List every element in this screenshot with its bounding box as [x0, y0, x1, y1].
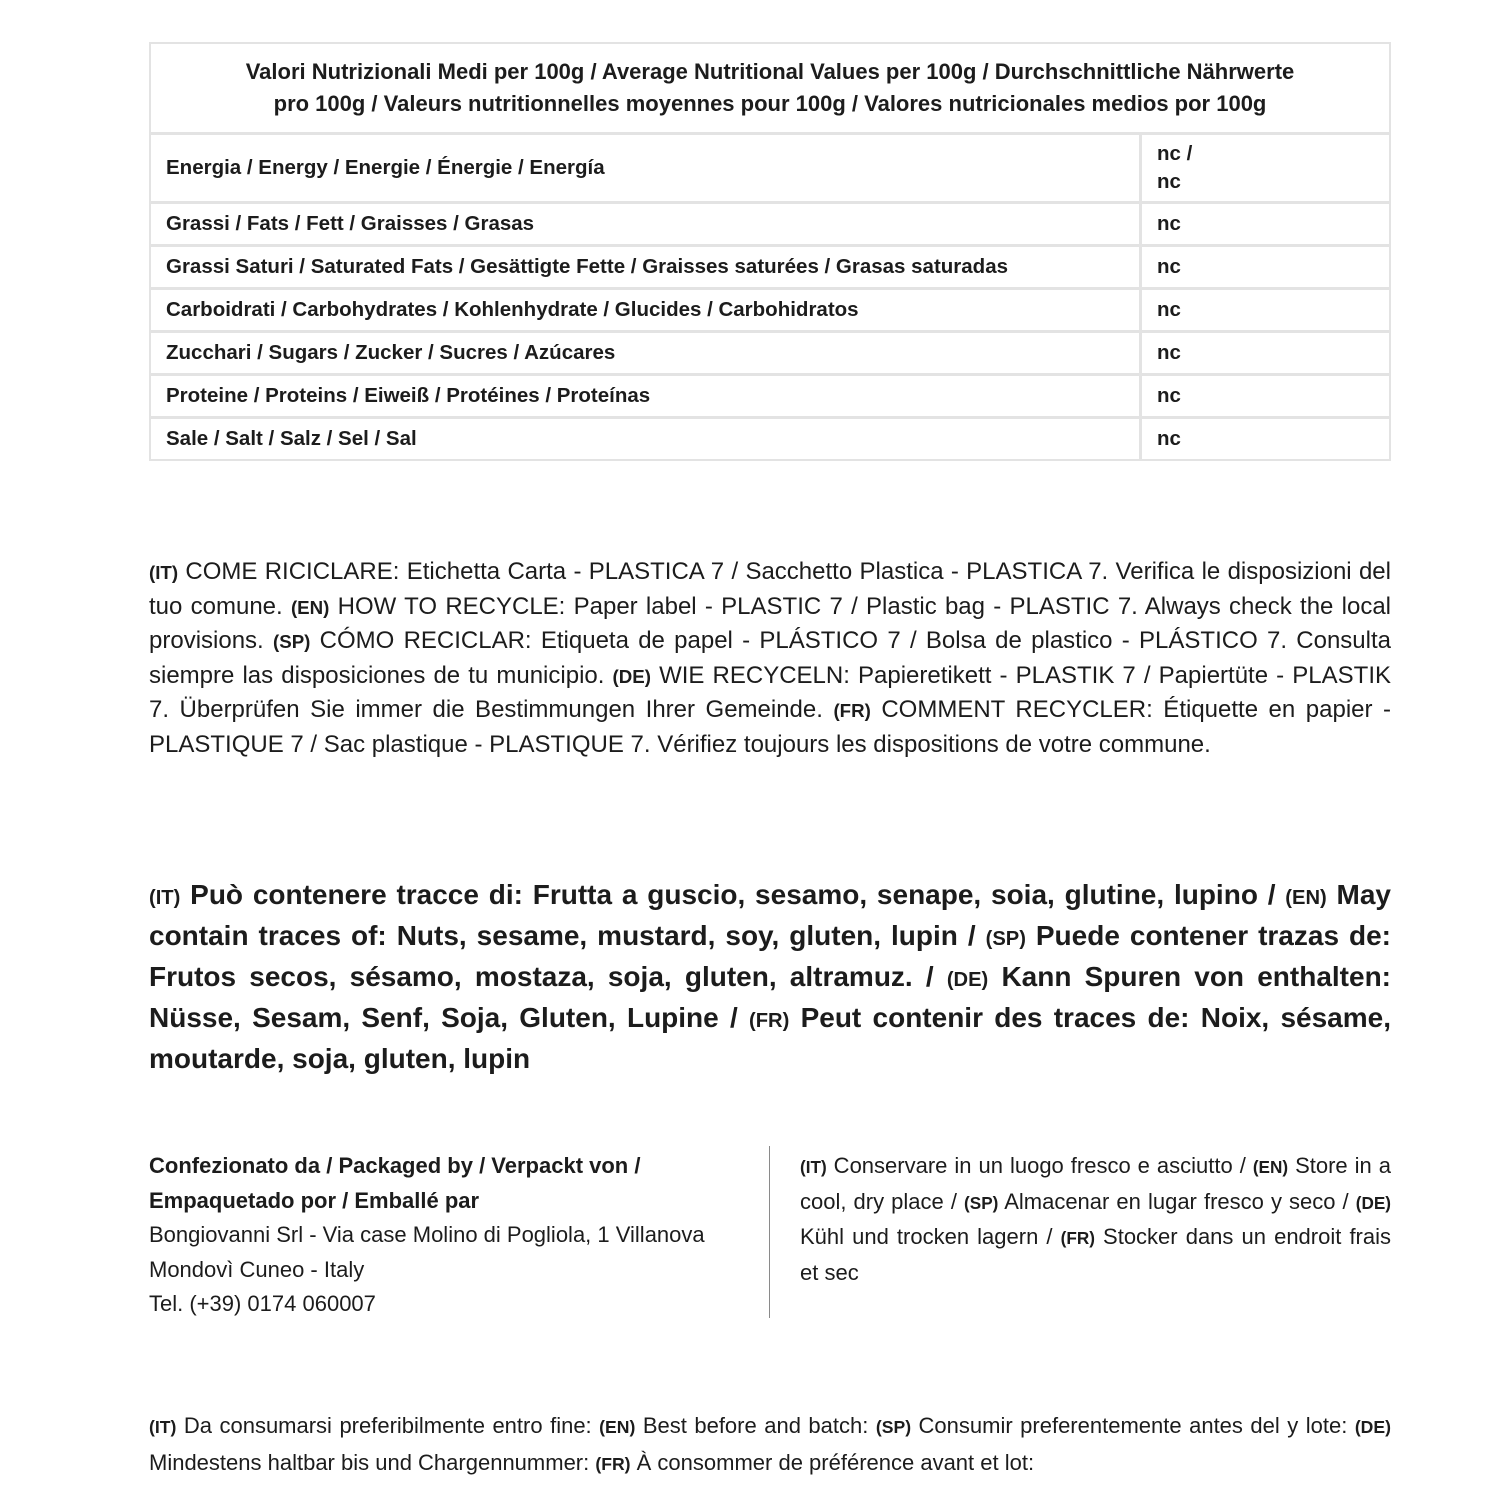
lang-tag-sp: (SP)	[964, 1192, 999, 1213]
nutrient-label: Grassi / Fats / Fett / Graisses / Grasas	[150, 203, 1141, 246]
best-before-text-it: Da consumarsi preferibilmente entro fine:	[176, 1413, 600, 1438]
lang-tag-en: (EN)	[1285, 887, 1327, 909]
recycling-text-sp: CÓMO RECICLAR: Etiqueta de papel - PLÁSTICO 7 / Bolsa de plastico - PLÁSTICO 7. Consulta siempre las disposiciones de tu municipio.	[149, 627, 1391, 689]
nutrient-value-line-2: nc	[1157, 170, 1181, 193]
nutrient-value: nc	[1141, 375, 1391, 418]
packager-address-line-1: Bongiovanni Srl - Via case Molino di Pogliola, 1 Villanova	[149, 1222, 705, 1247]
lang-tag-it: (IT)	[149, 887, 181, 909]
lang-tag-it: (IT)	[800, 1157, 827, 1177]
nutrition-row-sugars	[150, 332, 1390, 375]
packager-address-line-2: Mondovì Cuneo - Italy	[149, 1256, 365, 1282]
nutrient-value	[1141, 134, 1391, 203]
nutrient-label: Carboidrati / Carbohydrates / Kohlenhydrate / Glucides / Carbohidratos	[150, 289, 1141, 332]
nutrition-header-line-2: pro 100g / Valeurs nutritionnelles moyennes pour 100g / Valores nutricionales medios por 100g	[273, 91, 1267, 116]
lang-tag-en: (EN)	[599, 1417, 636, 1437]
best-before-text-de: Mindestens haltbar bis und Chargennummer:	[149, 1450, 596, 1475]
storage-text-sp: Almacenar en lugar fresco y seco /	[998, 1188, 1356, 1214]
nutrition-header	[150, 43, 1390, 134]
lang-tag-en: (EN)	[1252, 1157, 1289, 1177]
lang-tag-fr: (FR)	[833, 700, 871, 721]
nutrient-label: Energia / Energy / Energie / Énergie / Energía	[166, 156, 605, 179]
best-before-notice	[149, 1408, 1391, 1482]
packager-phone: Tel. (+39) 0174 060007	[149, 1291, 376, 1316]
best-before-text-fr: À consommer de préférence avant et lot:	[630, 1450, 1035, 1475]
packaged-by-block	[149, 1149, 749, 1322]
lang-tag-de: (DE)	[612, 665, 651, 687]
nutrition-header-line-1: Valori Nutrizionali Medi per 100g / Average Nutritional Values per 100g / Durchschnittliche Nährwerte	[245, 59, 1295, 84]
nutrient-value: nc	[1141, 246, 1391, 289]
lang-tag-de: (DE)	[1354, 1417, 1391, 1437]
lang-tag-sp: (SP)	[272, 631, 311, 652]
recycling-text-en: HOW TO RECYCLE: Paper label - PLASTIC 7 / Plastic bag - PLASTIC 7. Always check the local provisions.	[149, 592, 1392, 654]
nutrient-value: nc	[1141, 203, 1391, 246]
lang-tag-fr: (FR)	[595, 1454, 631, 1474]
nutrition-row-saturated-fats	[150, 246, 1390, 289]
nutrient-value: nc	[1141, 332, 1391, 375]
nutrient-value-line-1: nc /	[1157, 142, 1193, 165]
storage-instructions	[800, 1149, 1391, 1290]
nutrient-label: Sale / Salt / Salz / Sel / Sal	[150, 418, 1141, 461]
storage-text-fr: Stocker dans un endroit frais et sec	[800, 1224, 1392, 1285]
nutrition-header-row	[150, 43, 1390, 134]
nutrient-label: Proteine / Proteins / Eiweiß / Protéines / Proteínas	[150, 375, 1141, 418]
nutrition-row-carbohydrates	[150, 289, 1390, 332]
recycling-text-it: COME RICICLARE: Etichetta Carta - PLASTICA 7 / Sacchetto Plastica - PLASTICA 7. Verifica le disposizioni del tuo comune.	[149, 558, 1391, 620]
allergen-text-fr: Peut contenir des traces de: Noix, sésame, moutarde, soja, gluten, lupin	[149, 1002, 1391, 1074]
nutrition-row-salt	[150, 418, 1390, 461]
allergen-text-sp: Puede contener trazas de: Frutos secos, sésamo, mostaza, soja, gluten, altramuz. /	[149, 920, 1391, 992]
recycling-text-fr: COMMENT RECYCLER: Étiquette en papier - PLASTIQUE 7 / Sac plastique - PLASTIQUE 7. Vérifiez toujours les dispositions de votre commune.	[149, 696, 1391, 758]
nutrition-row-energy	[150, 134, 1390, 203]
allergen-text-en: May contain traces of: Nuts, sesame, mustard, soy, gluten, lupin /	[149, 879, 1392, 951]
lang-tag-de: (DE)	[946, 969, 989, 991]
lang-tag-de: (DE)	[1355, 1192, 1391, 1213]
storage-text-it: Conservare in un luogo fresco e asciutto /	[826, 1153, 1253, 1178]
allergen-text-it: Può contenere tracce di: Frutta a guscio, sesamo, senape, soia, glutine, lupino /	[180, 879, 1286, 910]
recycling-instructions	[149, 555, 1391, 761]
packaged-by-title-line-1: Confezionato da / Packaged by / Verpackt von /	[149, 1153, 641, 1178]
nutrition-table	[149, 42, 1391, 461]
storage-text-en: Store in a cool, dry place /	[800, 1153, 1391, 1214]
lang-tag-it: (IT)	[149, 1417, 177, 1437]
recycling-text-de: WIE RECYCELN: Papieretikett - PLASTIK 7 / Papiertüte - PLASTIK 7. Überprüfen Sie immer die Bestimmungen Ihrer Gemeinde.	[149, 661, 1391, 723]
column-divider	[769, 1146, 770, 1318]
lang-tag-fr: (FR)	[1060, 1228, 1095, 1248]
lang-tag-sp: (SP)	[985, 928, 1026, 950]
nutrition-row-fats	[150, 203, 1390, 246]
nutrient-label: Zucchari / Sugars / Zucker / Sucres / Azúcares	[150, 332, 1141, 375]
best-before-text-en: Best before and batch:	[635, 1413, 876, 1438]
nutrition-row-proteins	[150, 375, 1390, 418]
packaged-by-title-line-2: Empaquetado por / Emballé par	[149, 1187, 480, 1213]
lang-tag-sp: (SP)	[875, 1417, 912, 1437]
allergen-warning	[149, 876, 1391, 1077]
nutrient-value: nc	[1141, 289, 1391, 332]
nutrient-value: nc	[1141, 418, 1391, 461]
lang-tag-it: (IT)	[149, 562, 179, 583]
lang-tag-en: (EN)	[290, 596, 330, 618]
nutrient-label: Grassi Saturi / Saturated Fats / Gesättigte Fette / Graisses saturées / Grasas saturadas	[150, 246, 1141, 289]
allergen-text-de: Kann Spuren von enthalten: Nüsse, Sesam, Senf, Soja, Gluten, Lupine /	[149, 961, 1391, 1033]
lang-tag-fr: (FR)	[749, 1010, 790, 1032]
storage-text-de: Kühl und trocken lagern /	[800, 1224, 1061, 1249]
best-before-text-sp: Consumir preferentemente antes del y lote:	[911, 1413, 1355, 1438]
